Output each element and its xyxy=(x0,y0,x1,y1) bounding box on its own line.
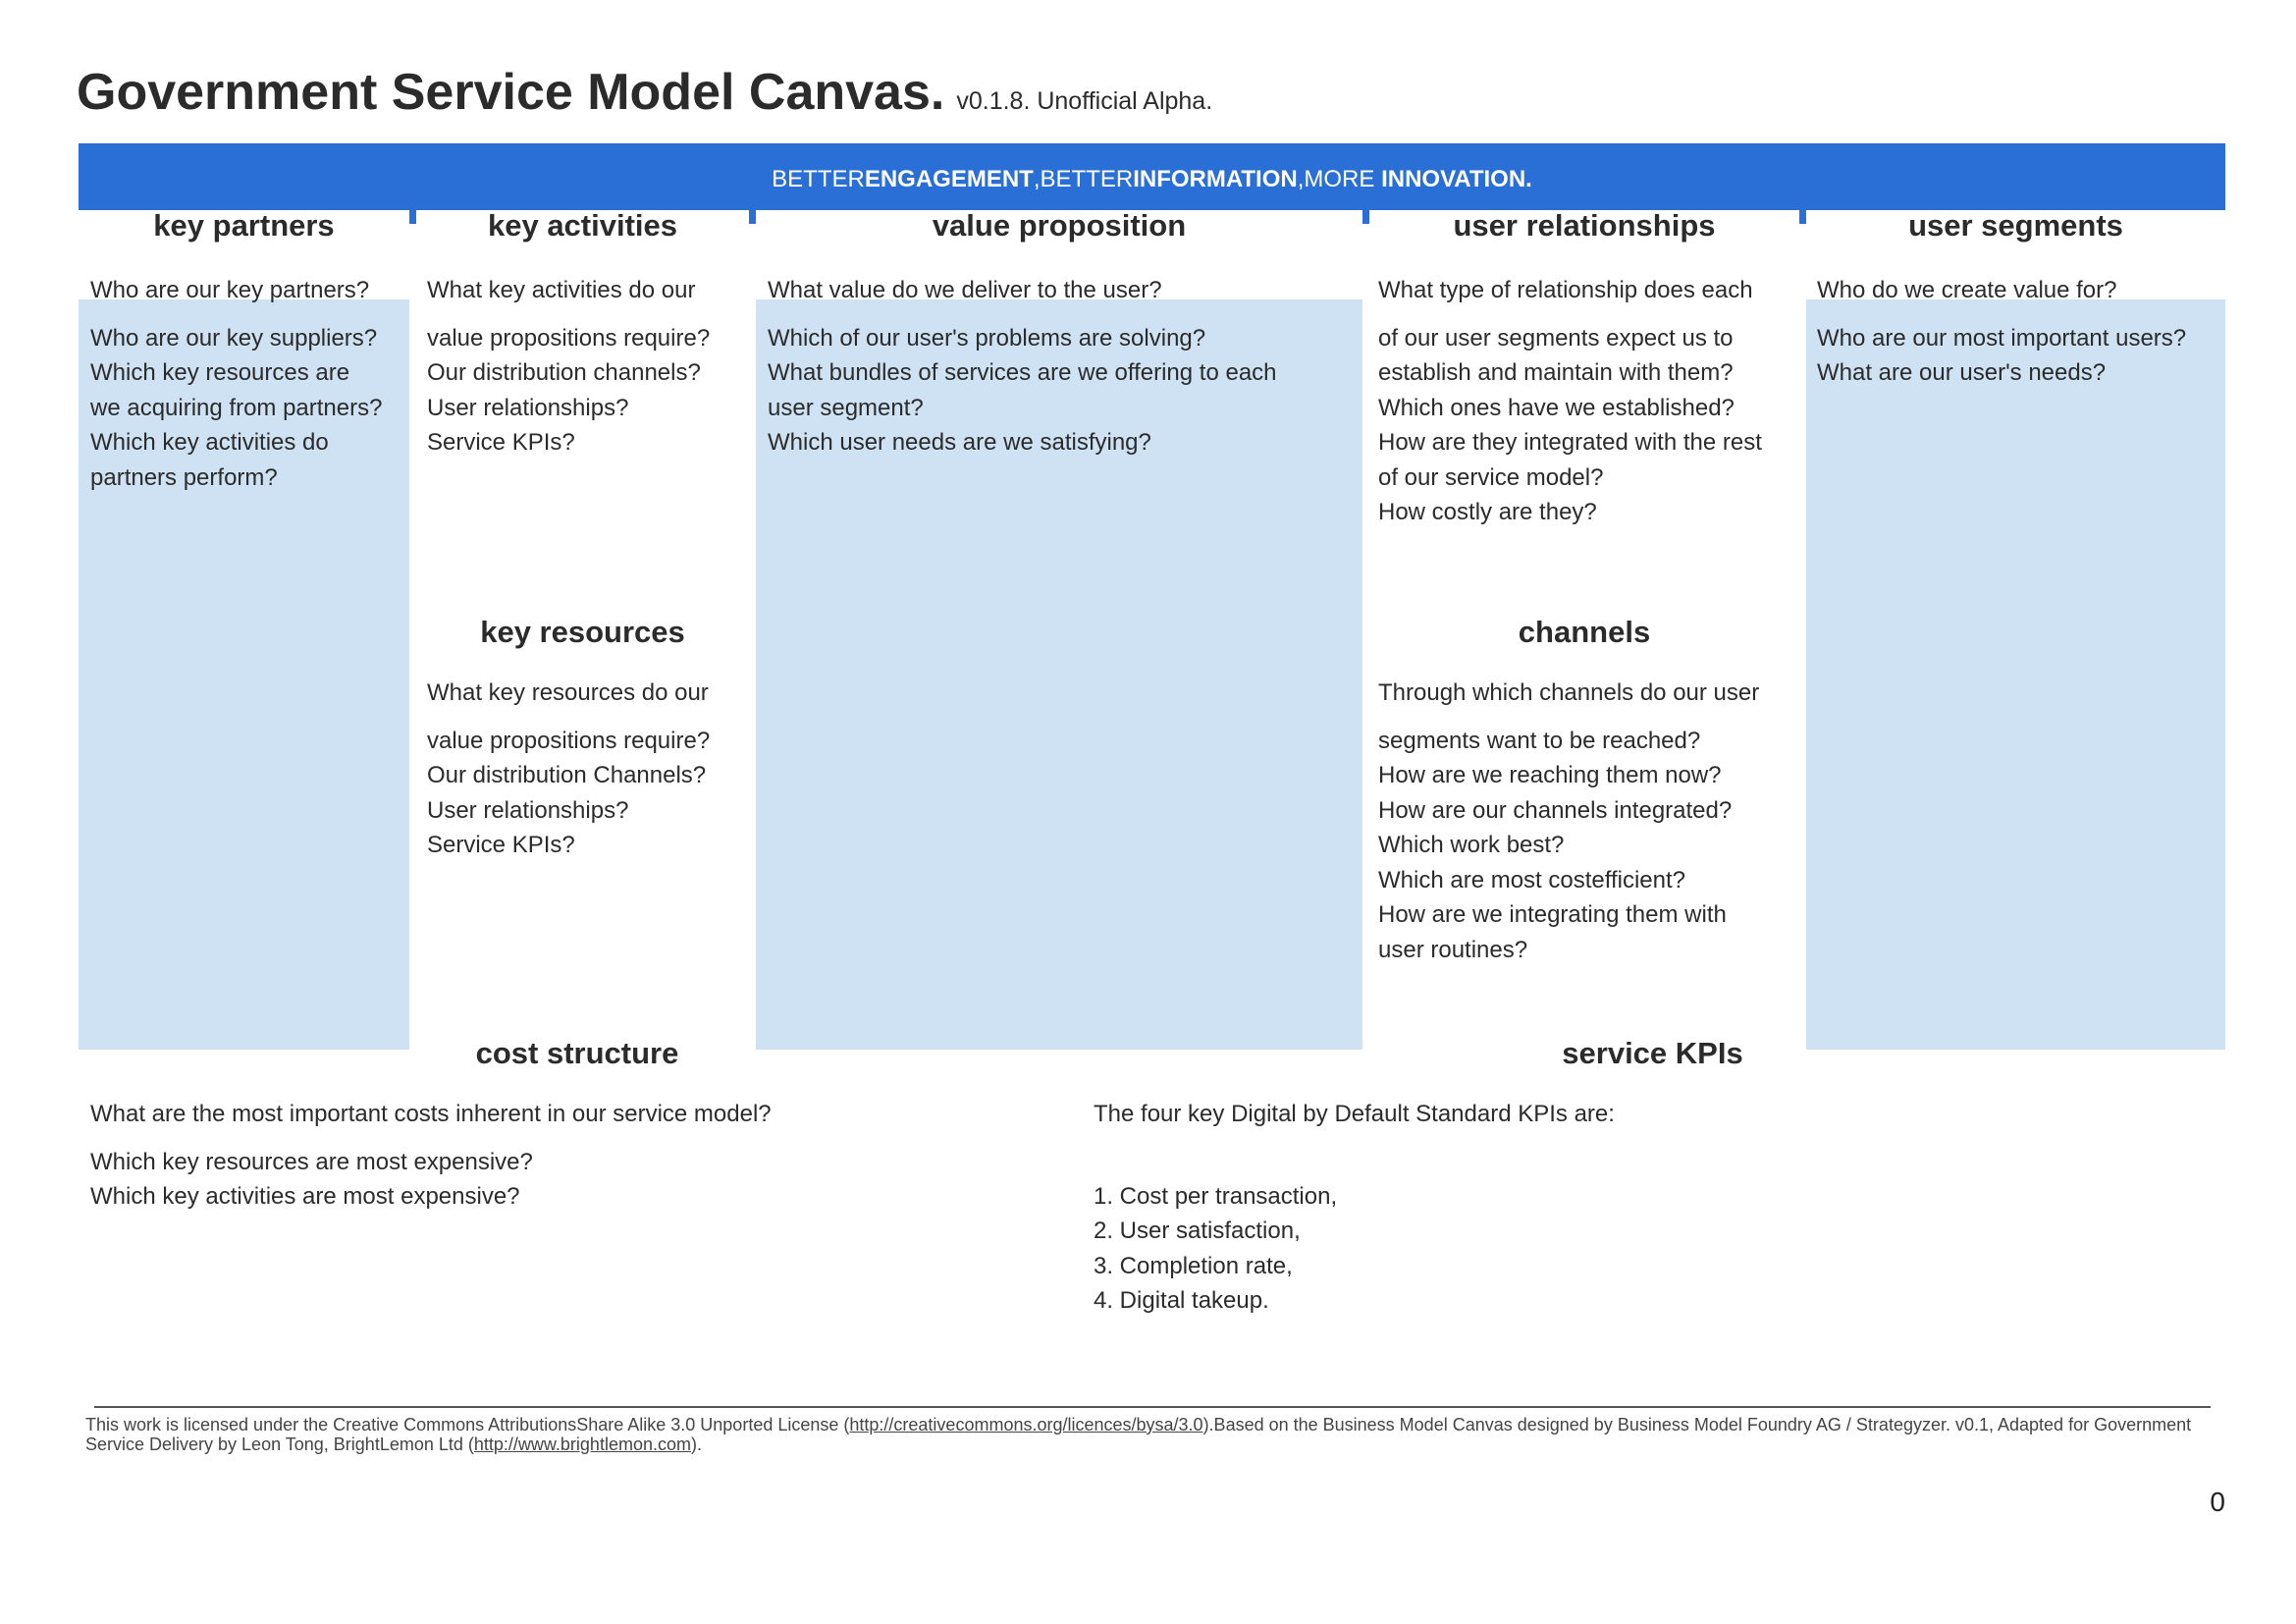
heading-channels: channels xyxy=(1518,615,1651,649)
question-line: Which are most costefficient? xyxy=(1378,866,1686,893)
user-relationships-questions xyxy=(1378,273,1762,530)
channels-questions xyxy=(1378,676,1759,967)
question-line: establish and maintain with them? xyxy=(1378,359,1734,386)
question-line: user segment? xyxy=(768,394,924,421)
heading-cost-structure: cost structure xyxy=(475,1036,679,1070)
heading-key-partners: key partners xyxy=(153,208,335,243)
question-line: How are we integrating them with xyxy=(1378,901,1727,928)
service-kpis-content xyxy=(1094,1097,1615,1319)
banner-information: INFORMATION xyxy=(1133,166,1298,192)
question-line: of our user segments expect us to xyxy=(1378,324,1734,352)
title-main: Government Service Model Canvas. xyxy=(77,64,945,121)
question-line: How are they integrated with the rest xyxy=(1378,429,1762,456)
question-line: Which ones have we established? xyxy=(1378,394,1735,421)
question-line: Which key activities do xyxy=(90,429,329,456)
question-line: Who are our most important users? xyxy=(1817,324,2187,352)
question-line: What are our user's needs? xyxy=(1817,359,2107,386)
question-line: we acquiring from partners? xyxy=(90,394,383,421)
question-line: Service KPIs? xyxy=(427,832,575,858)
key-partners-questions xyxy=(90,273,382,495)
key-activities-questions xyxy=(427,273,710,460)
user-segments-questions xyxy=(1817,273,2186,391)
heading-value-proposition: value proposition xyxy=(932,208,1187,243)
question-line: What key activities do our xyxy=(427,277,696,303)
question-line: Who do we create value for? xyxy=(1817,277,2117,303)
page-title xyxy=(77,63,1212,122)
heading-key-activities: key activities xyxy=(487,208,678,243)
license-text: This work is licensed under the Creative Commons AttributionsShare Alike 3.0 Unported License ( xyxy=(85,1415,850,1435)
question-line: Which user needs are we satisfying? xyxy=(768,429,1151,456)
heading-key-resources: key resources xyxy=(480,615,685,649)
user-segments-block xyxy=(1806,299,2225,1050)
brightlemon-link[interactable]: http://www.brightlemon.com xyxy=(473,1435,691,1454)
question-line: How costly are they? xyxy=(1378,499,1597,525)
question-line: Our distribution channels? xyxy=(427,359,701,386)
heading-user-segments: user segments xyxy=(1908,208,2123,243)
question-line: Who are our key suppliers? xyxy=(90,324,378,352)
banner-better-2: ,BETTER xyxy=(1033,166,1134,192)
question-line: Service KPIs? xyxy=(427,429,575,456)
kpi-item: 4. Digital takeup. xyxy=(1094,1287,1269,1314)
cost-structure-questions xyxy=(90,1097,772,1215)
question-line: What bundles of services are we offering to each xyxy=(768,359,1277,386)
footer-divider xyxy=(94,1406,2211,1408)
question-line: user routines? xyxy=(1378,936,1528,963)
question-line: How are we reaching them now? xyxy=(1378,762,1722,788)
question-line: Through which channels do our user xyxy=(1378,679,1760,706)
question-line: User relationships? xyxy=(427,394,629,421)
kpi-intro: The four key Digital by Default Standard KPIs are: xyxy=(1094,1101,1615,1127)
attribution-text: ).Based on the Business Model Canvas designed by Business Model Foundry AG / Strategyzer. v0.1, Adapted for Government Service Delivery by Leon Tong, BrightLemon Ltd ( xyxy=(85,1415,2192,1454)
license-link[interactable]: http://creativecommons.org/licences/bysa/3.0 xyxy=(849,1415,1203,1435)
question-line: How are our channels integrated? xyxy=(1378,796,1733,824)
question-line: Which key resources are most expensive? xyxy=(90,1148,533,1175)
heading-service-kpis: service KPIs xyxy=(1562,1036,1743,1070)
question-line: Which key resources are xyxy=(90,359,350,386)
license-footer xyxy=(85,1415,2235,1454)
question-line: Which work best? xyxy=(1378,832,1565,858)
value-proposition-questions xyxy=(768,273,1277,460)
question-line: Which key activities are most expensive? xyxy=(90,1183,520,1210)
heading-user-relationships: user relationships xyxy=(1453,208,1716,243)
question-line: Which of our user's problems are solving? xyxy=(768,324,1206,352)
question-line: Our distribution Channels? xyxy=(427,762,707,788)
question-line: of our service model? xyxy=(1378,463,1604,491)
kpi-item: 1. Cost per transaction, xyxy=(1094,1182,1338,1210)
footer-closing: ). xyxy=(690,1435,702,1454)
title-version: v0.1.8. Unofficial Alpha. xyxy=(956,87,1213,115)
banner-innovation: INNOVATION. xyxy=(1381,166,1532,192)
question-line: value propositions require? xyxy=(427,727,711,754)
kpi-item: 3. Completion rate, xyxy=(1094,1252,1293,1279)
question-line: segments want to be reached? xyxy=(1378,727,1701,754)
page-number: 0 xyxy=(2210,1487,2225,1517)
banner-better-1: BETTER xyxy=(772,166,865,192)
question-line: value propositions require? xyxy=(427,324,711,352)
banner-more: ,MORE xyxy=(1297,166,1382,192)
question-line: What value do we deliver to the user? xyxy=(768,277,1162,303)
question-line: What are the most important costs inherent in our service model? xyxy=(90,1101,772,1127)
kpi-item: 2. User satisfaction, xyxy=(1094,1218,1301,1244)
question-line: User relationships? xyxy=(427,796,629,824)
question-line: Who are our key partners? xyxy=(90,277,370,303)
key-resources-questions xyxy=(427,676,710,863)
question-line: What type of relationship does each xyxy=(1378,277,1753,303)
banner-engagement: ENGAGEMENT xyxy=(864,166,1034,192)
question-line: What key resources do our xyxy=(427,679,709,706)
question-line: partners perform? xyxy=(90,463,278,491)
